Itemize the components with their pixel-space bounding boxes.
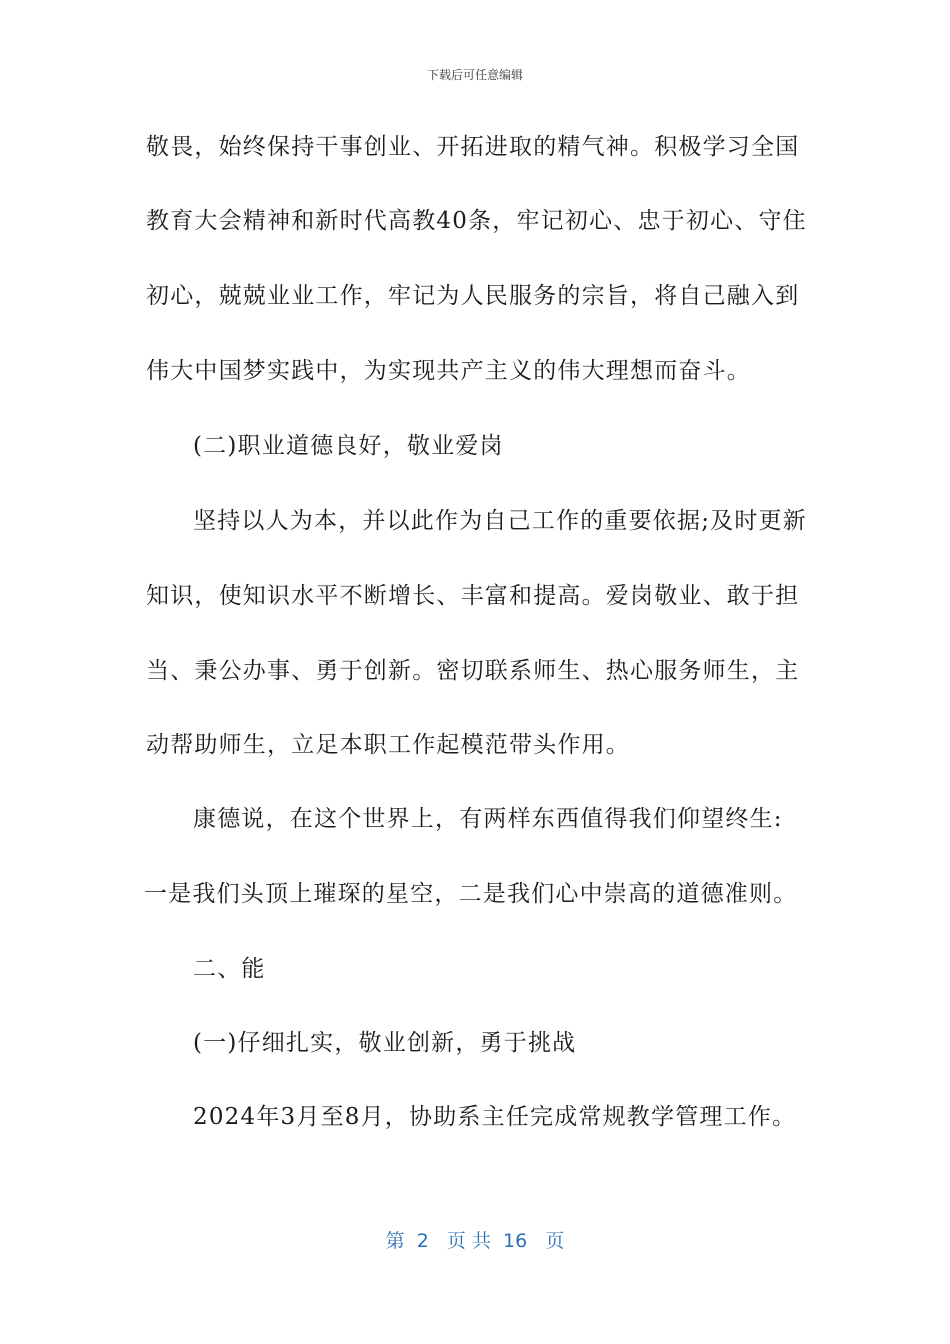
text-line: 坚持以人为本，并以此作为自己工作的重要依据;及时更新 <box>193 508 807 534</box>
text-line: 一是我们头顶上璀琛的星空，二是我们心中崇高的道德准则。 <box>144 881 798 907</box>
text-line: 动帮助师生，立足本职工作起模范带头作用。 <box>146 732 630 758</box>
text-line: 教育大会精神和新时代高教40条，牢记初心、忠于初心、守住 <box>146 208 807 234</box>
text-line: 当、秉公办事、勇于创新。密切联系师生、热心服务师生，主 <box>146 658 800 684</box>
text-line: 康德说，在这个世界上，有两样东西值得我们仰望终生: <box>193 806 783 832</box>
text-line: 敬畏，始终保持干事创业、开拓进取的精气神。积极学习全国 <box>146 134 800 160</box>
text-line: 初心，兢兢业业工作，牢记为人民服务的宗旨，将自己融入到 <box>146 283 800 309</box>
page-number-footer: 第 2 页 共 16 页 <box>385 1230 565 1252</box>
text-line: 伟大中国梦实践中，为实现共产主义的伟大理想而奋斗。 <box>146 358 751 384</box>
text-line: 知识，使知识水平不断增长、丰富和提高。爱岗敬业、敢于担 <box>146 583 800 609</box>
section-heading: (一)仔细扎实，敬业创新，勇于挑战 <box>193 1030 577 1056</box>
section-heading: 二、能 <box>193 956 266 982</box>
text-line: 2024年3月至8月，协助系主任完成常规教学管理工作。 <box>193 1104 797 1130</box>
page-header-note: 下载后可任意编辑 <box>426 68 523 82</box>
section-heading: (二)职业道德良好，敬业爱岗 <box>193 433 504 459</box>
